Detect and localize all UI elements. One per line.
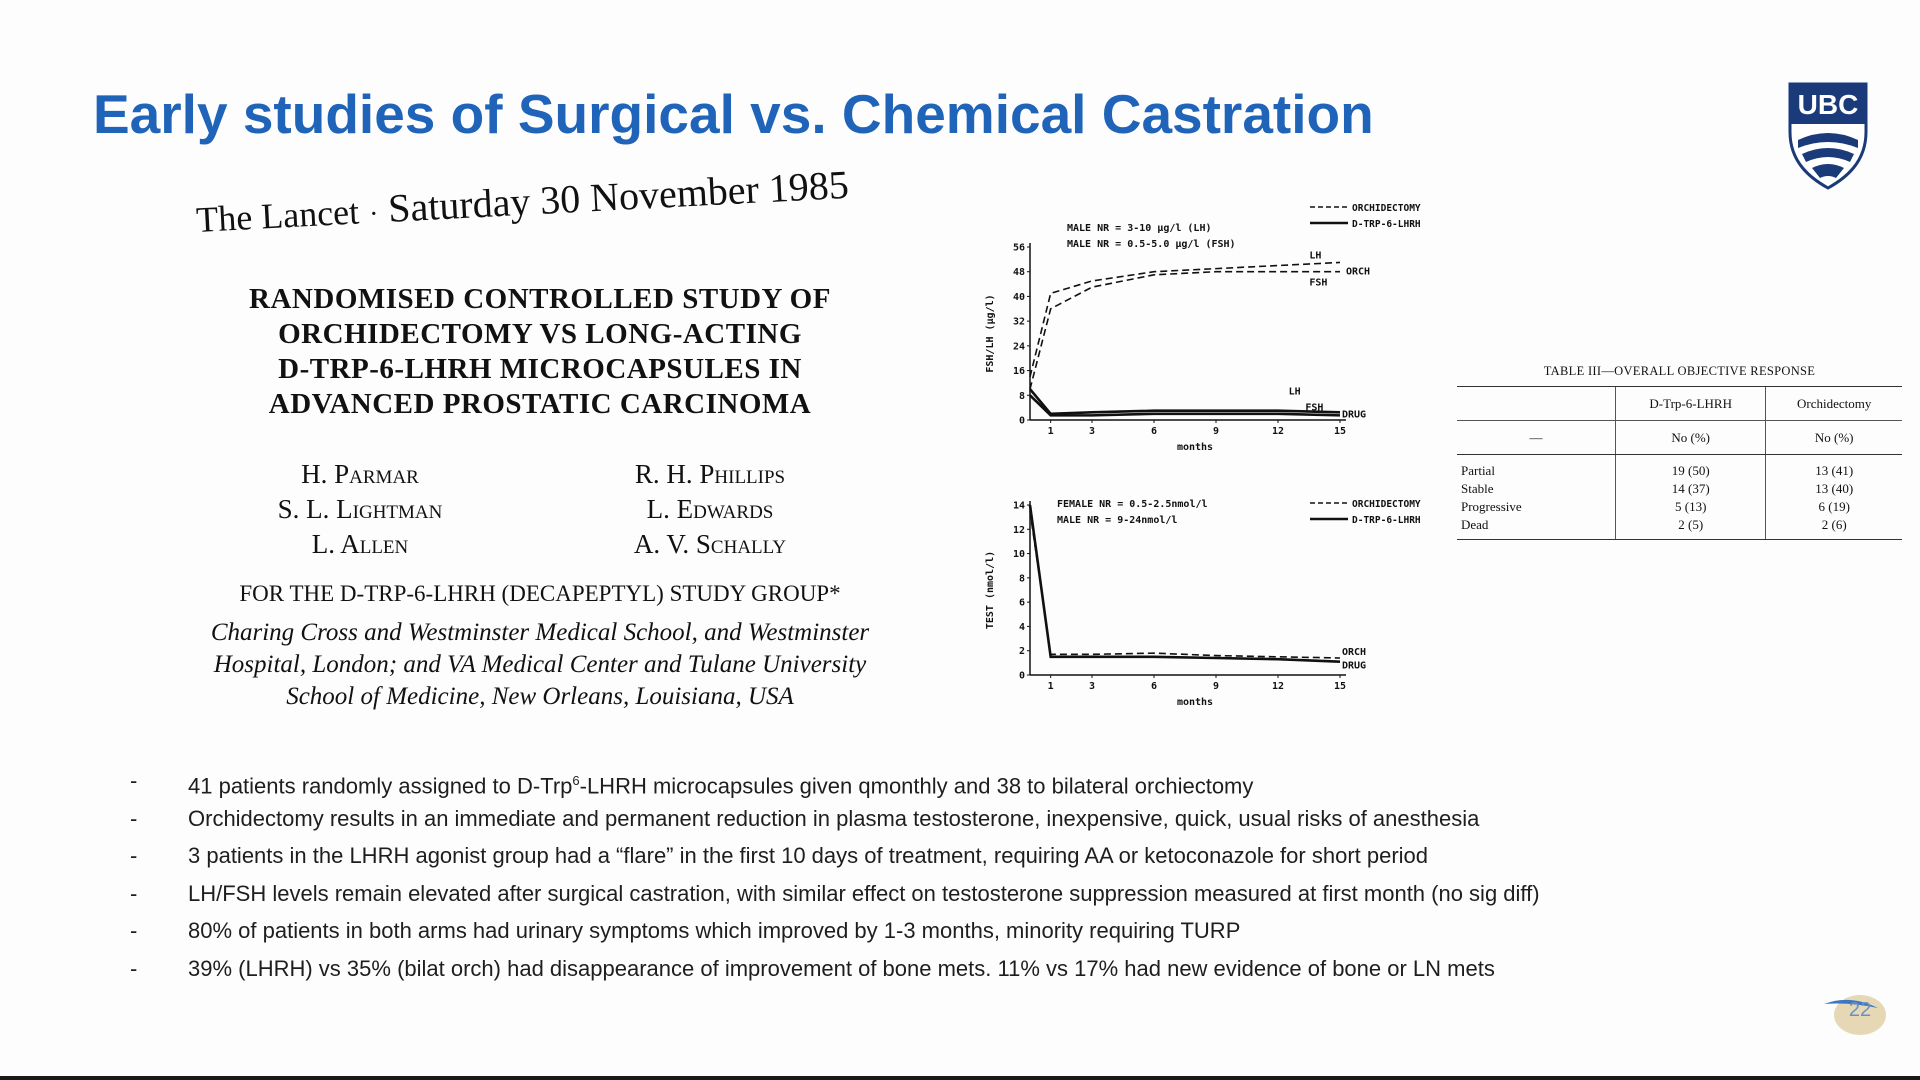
y-tick-label: 10: [1012, 549, 1025, 561]
x-tick-label: 6: [1150, 426, 1158, 437]
slide-title: Early studies of Surgical vs. Chemical Castration: [93, 83, 1374, 145]
x-tick-label: 12: [1271, 426, 1285, 437]
x-tick-label: 1: [1047, 426, 1054, 437]
affiliation: [180, 617, 900, 713]
x-tick-label: 3: [1088, 426, 1096, 437]
bullet-item: [130, 800, 1830, 838]
y-tick-label: 12: [1012, 524, 1025, 536]
paper-title-line: ADVANCED PROSTATIC CARCINOMA: [268, 388, 812, 420]
line-label: LH: [1309, 250, 1322, 262]
bullet-dash: -: [130, 768, 138, 793]
bullet-text: 80% of patients in both arms had urinary symptoms which improved by 1-3 months, minority requiring TURP: [188, 918, 1241, 944]
x-tick-label: 9: [1212, 426, 1220, 437]
paper-title: [180, 282, 900, 422]
x-tick-label: 12: [1271, 681, 1285, 692]
legend-label: D-TRP-6-LHRH: [1352, 515, 1421, 526]
x-tick-label: 15: [1333, 681, 1347, 692]
series-line: [1030, 262, 1340, 376]
y-tick-label: 24: [1012, 341, 1025, 353]
fsh-lh-chart: [975, 195, 1435, 465]
legend-label: ORCHIDECTOMY: [1352, 203, 1421, 214]
bullet-dash: -: [130, 805, 138, 831]
bullet-text: LH/FSH levels remain elevated after surgical castration, with similar effect on testosterone suppression measured at first month (no sig diff): [188, 880, 1540, 906]
table-subheader: No (%): [1766, 421, 1902, 455]
objective-response-table: [1457, 364, 1902, 540]
y-tick-label: 40: [1012, 291, 1025, 303]
table-header-orch: Orchidectomy: [1766, 387, 1902, 421]
bullet-text: Orchidectomy results in an immediate and permanent reduction in plasma testosterone, inexpensive, quick, usual risks of anesthesia: [188, 805, 1480, 831]
study-group: FOR THE D-TRP-6-LHRH (DECAPEPTYL) STUDY GROUP*: [239, 581, 841, 606]
paper-title-line: ORCHIDECTOMY VS LONG-ACTING: [278, 318, 802, 350]
affiliation-line: Charing Cross and Westminster Medical School, and Westminster: [210, 619, 870, 646]
journal-date: Saturday 30 November 1985: [387, 161, 850, 231]
bullet-text: -LHRH microcapsules given qmonthly and 38 to bilateral orchiectomy: [579, 773, 1254, 799]
legend-label: D-TRP-6-LHRH: [1352, 219, 1421, 230]
x-tick-label: 9: [1212, 681, 1220, 692]
journal-masthead: [195, 161, 850, 242]
bullet-dash: -: [130, 918, 138, 944]
line-label: DRUG: [1342, 660, 1367, 672]
cell-orch: 13 (40): [1766, 479, 1902, 497]
legend-label: ORCHIDECTOMY: [1352, 499, 1421, 510]
author: R. H. Phillips: [634, 459, 786, 489]
table-row: [1457, 497, 1902, 515]
bullet-dash: -: [130, 880, 138, 906]
paper-title-line: RANDOMISED CONTROLLED STUDY OF: [249, 283, 831, 315]
bullet-text: 3 patients in the LHRH agonist group had a “flare” in the first 10 days of treatment, requiring AA or ketoconazole for short period: [188, 843, 1429, 869]
y-tick-label: 4: [1018, 621, 1025, 633]
table-caption: TABLE III—OVERALL OBJECTIVE RESPONSE: [1543, 364, 1816, 378]
bullet-text: 41 patients randomly assigned to D-Trp: [188, 773, 573, 799]
y-tick-label: 0: [1018, 415, 1025, 427]
line-label: DRUG: [1342, 409, 1367, 421]
author: S. L. Lightman: [277, 494, 443, 524]
bullet-item: [130, 837, 1830, 875]
bullet-dash: -: [130, 843, 138, 869]
affiliation-line: Hospital, London; and VA Medical Center and Tulane University: [213, 651, 867, 678]
y-axis-label: TEST (nmol/l): [985, 550, 996, 630]
series-line: [1030, 505, 1340, 662]
table-row: [1457, 515, 1902, 540]
journal-name: The Lancet: [195, 191, 361, 240]
y-tick-label: 14: [1012, 500, 1025, 512]
bullet-superscript: 6: [572, 773, 580, 788]
row-label: Progressive: [1461, 498, 1522, 514]
author: L. Edwards: [646, 494, 774, 524]
cell-lhrh: 5 (13): [1616, 497, 1766, 515]
y-tick-label: 6: [1018, 597, 1025, 609]
journal-separator: ·: [368, 198, 380, 230]
testosterone-chart: [975, 490, 1435, 715]
line-label: FSH: [1309, 277, 1328, 289]
paper-title-line: D-TRP-6-LHRH MICROCAPSULES IN: [278, 353, 802, 385]
bullet-item: [130, 762, 1830, 800]
y-tick-label: 8: [1018, 573, 1025, 585]
x-axis-label: months: [1176, 697, 1214, 708]
chart-annotation: MALE NR = 9-24nmol/l: [1057, 515, 1178, 526]
author: A. V. Schally: [633, 529, 787, 559]
table-dash: —: [1457, 421, 1616, 455]
line-label: FSH: [1305, 402, 1324, 414]
bottom-bar: [0, 1076, 1920, 1080]
chart-annotation: MALE NR = 3-10 µg/l (LH): [1067, 223, 1212, 234]
cell-lhrh: 19 (50): [1616, 455, 1766, 480]
row-label: Stable: [1461, 480, 1494, 496]
table-subheader: No (%): [1616, 421, 1766, 455]
line-label: ORCH: [1346, 266, 1371, 278]
paper-header: [180, 161, 920, 725]
chart-annotation: MALE NR = 0.5-5.0 µg/l (FSH): [1067, 239, 1236, 250]
row-label: Partial: [1461, 462, 1495, 478]
bullet-item: [130, 950, 1830, 988]
y-tick-label: 32: [1012, 316, 1025, 328]
table-row: [1457, 455, 1902, 480]
page-number: 22: [1848, 999, 1872, 1021]
table-row: [1457, 479, 1902, 497]
y-tick-label: 2: [1018, 646, 1025, 658]
author: L. Allen: [311, 529, 409, 559]
series-line: [1030, 511, 1340, 658]
bullet-list: [130, 762, 1830, 988]
y-tick-label: 56: [1012, 242, 1025, 254]
line-label: LH: [1288, 386, 1301, 398]
author: H. Parmar: [301, 459, 419, 489]
authors-right: [580, 457, 840, 562]
x-tick-label: 1: [1047, 681, 1054, 692]
line-label: ORCH: [1342, 647, 1367, 658]
table-header-lhrh: D-Trp-6-LHRH: [1616, 387, 1766, 421]
cell-orch: 6 (19): [1766, 497, 1902, 515]
series-line: [1030, 272, 1340, 389]
y-tick-label: 16: [1012, 366, 1025, 378]
cell-lhrh: 14 (37): [1616, 479, 1766, 497]
logo-text: UBC: [1797, 89, 1859, 120]
y-tick-label: 0: [1018, 670, 1025, 682]
cell-lhrh: 2 (5): [1616, 515, 1766, 540]
cell-orch: 2 (6): [1766, 515, 1902, 540]
bullet-item: [130, 912, 1830, 950]
y-axis-label: FSH/LH (µg/l): [985, 294, 996, 373]
chart-annotation: FEMALE NR = 0.5-2.5nmol/l: [1057, 499, 1208, 510]
authors-left: [230, 457, 490, 562]
affiliation-line: School of Medicine, New Orleans, Louisiana, USA: [286, 683, 794, 710]
bullet-item: [130, 875, 1830, 913]
bullet-text: 39% (LHRH) vs 35% (bilat orch) had disappearance of improvement of bone mets. 11% vs 17% had new evidence of bone or LN mets: [188, 955, 1495, 981]
cell-orch: 13 (41): [1766, 455, 1902, 480]
row-label: Dead: [1457, 515, 1616, 540]
x-tick-label: 15: [1333, 426, 1347, 437]
y-tick-label: 48: [1012, 267, 1025, 279]
bullet-dash: -: [130, 955, 138, 981]
y-tick-label: 8: [1018, 390, 1025, 402]
x-axis-label: months: [1176, 442, 1214, 453]
x-tick-label: 3: [1088, 681, 1096, 692]
ubc-logo: [1788, 82, 1868, 190]
page-number-badge: [1820, 988, 1890, 1038]
x-tick-label: 6: [1150, 681, 1158, 692]
